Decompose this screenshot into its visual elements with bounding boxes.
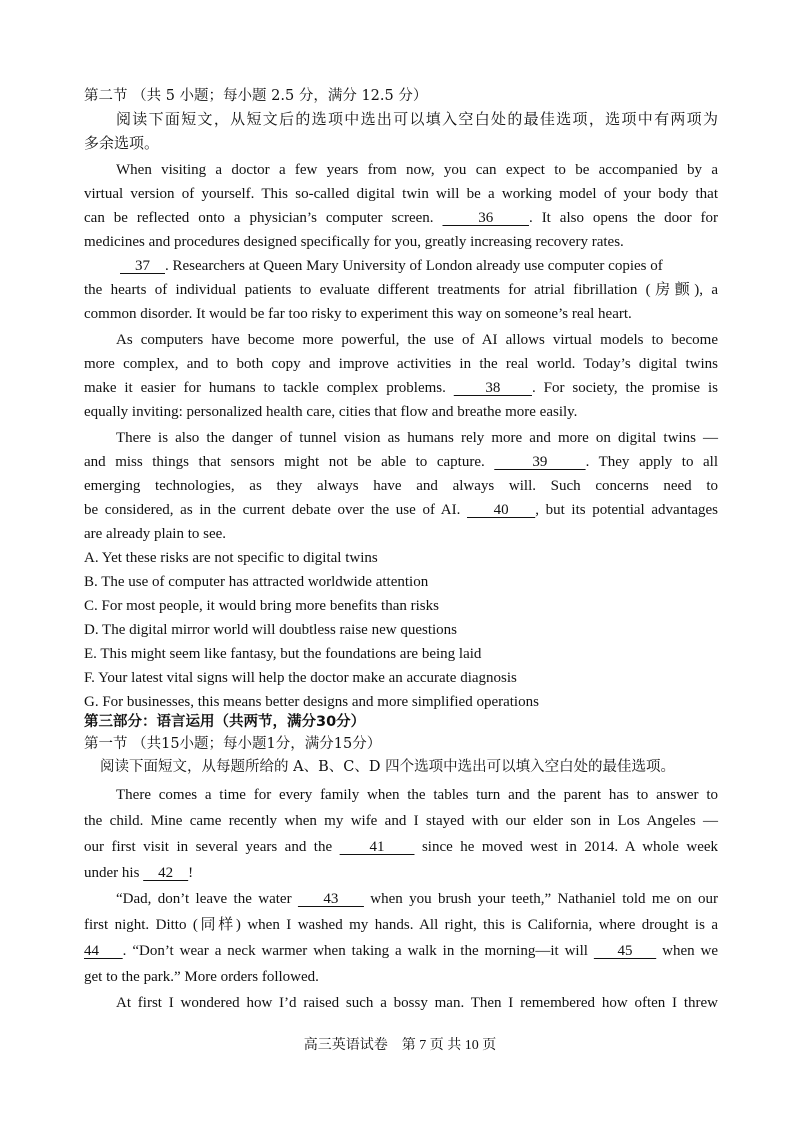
q1-line-2: the child. Mine came recently when my wife and I stayed with our elder son in Los Angeles — bbox=[84, 813, 718, 829]
part3-heading: 第三部分：语言运用（共两节，满分30分） bbox=[84, 714, 366, 730]
p3-line-2: more complex, and to both copy and improve activities in the real world. Today’s digital twins bbox=[84, 356, 718, 372]
q1-line-1: There comes a time for every family when the tables turn and the parent has to answer to bbox=[116, 787, 718, 803]
section2-instruction-line-2: 多余选项。 bbox=[84, 136, 160, 152]
p3-line-3 bbox=[84, 378, 718, 398]
p1-line-3-text-b: . It also opens the door for bbox=[529, 210, 719, 226]
q1-line-3 bbox=[84, 837, 718, 857]
p1-line-1: When visiting a doctor a few years from now, you can expect to be accompanied by a bbox=[116, 162, 718, 178]
q1-line-4 bbox=[84, 863, 718, 883]
p4-line-5: are already plain to see. bbox=[84, 526, 227, 542]
q1-line-3-text-b: since he moved west in 2014. A whole week bbox=[421, 839, 719, 855]
section2-instruction-line-1: 阅读下面短文，从短文后的选项中选出可以填入空白处的最佳选项，选项中有两项为 bbox=[116, 112, 718, 128]
option-g: G. For businesses, this means better designs and more simplified operations bbox=[84, 694, 539, 710]
p1-line-4: medicines and procedures designed specifically for you, greatly increasing recovery rates. bbox=[84, 234, 624, 250]
q1-line-4-text-a: under his bbox=[84, 865, 140, 881]
q1-line-3-text-a: our first visit in several years and the bbox=[84, 839, 333, 855]
p2-line-2: the hearts of individual patients to evaluate different treatments for atrial fibrillation (房颤), a bbox=[84, 282, 718, 298]
q1-line-4-text-b: ! bbox=[188, 865, 194, 881]
p4-line-1: There is also the danger of tunnel vision as humans rely more and more on digital twins — bbox=[116, 430, 718, 446]
blank-36: 36 bbox=[442, 210, 529, 226]
blank-38: 38 bbox=[453, 380, 532, 396]
q2-line-2: first night. Ditto (同样) when I washed my hands. All right, this is California, where drought is a bbox=[84, 917, 718, 933]
option-e: E. This might seem like fantasy, but the foundations are being laid bbox=[84, 646, 482, 662]
p3-line-1: As computers have become more powerful, the use of AI allows virtual models to become bbox=[116, 332, 718, 348]
blank-39: 39 bbox=[494, 454, 586, 470]
p4-line-2-text-b: . They apply to all bbox=[585, 454, 719, 470]
q2-line-1-text-b: when you brush your teeth,” Nathaniel told me on our bbox=[370, 891, 718, 907]
p2-line-1-text: . Researchers at Queen Mary University of London already use computer copies of bbox=[165, 258, 663, 274]
p3-line-3-text-a: make it easier for humans to tackle complex problems. bbox=[84, 380, 446, 396]
part3-section1-heading: 第一节 （共15小题；每小题1分，满分15分） bbox=[84, 736, 382, 752]
p1-line-3 bbox=[84, 208, 718, 228]
p1-line-3-text-a: can be reflected onto a physician’s computer screen. bbox=[84, 210, 434, 226]
p4-line-2-text-a: and miss things that sensors might not be able to capture. bbox=[84, 454, 485, 470]
option-a: A. Yet these risks are not specific to digital twins bbox=[84, 550, 378, 566]
q2-line-4: get to the park.” More orders followed. bbox=[84, 969, 319, 985]
option-c: C. For most people, it would bring more benefits than risks bbox=[84, 598, 439, 614]
p3-line-4: equally inviting: personalized health care, cities that flow and breathe more easily. bbox=[84, 404, 578, 420]
p3-line-3-text-b: . For society, the promise is bbox=[531, 380, 718, 396]
p4-line-4-text-a: be considered, as in the current debate over the use of AI. bbox=[84, 502, 461, 518]
q2-line-3 bbox=[84, 941, 718, 961]
blank-41: 41 bbox=[339, 839, 415, 855]
q3-line-1: At first I wondered how I’d raised such a bossy man. Then I remembered how often I threw bbox=[116, 995, 718, 1011]
p1-line-2: virtual version of yourself. This so-called digital twin will be a working model of your body that bbox=[84, 186, 718, 202]
q2-line-1-text-a: “Dad, don’t leave the water bbox=[116, 891, 292, 907]
blank-42: 42 bbox=[143, 865, 189, 881]
blank-40: 40 bbox=[467, 502, 536, 518]
p2-line-3: common disorder. It would be far too risky to experiment this way on someone’s real heart. bbox=[84, 306, 632, 322]
q2-line-1 bbox=[116, 889, 718, 909]
option-f: F. Your latest vital signs will help the doctor make an accurate diagnosis bbox=[84, 670, 517, 686]
p4-line-3: emerging technologies, as they always have and always will. Such concerns need to bbox=[84, 478, 718, 494]
blank-45: 45 bbox=[593, 943, 657, 959]
p2-line-1 bbox=[120, 256, 722, 276]
blank-37: 37 bbox=[120, 258, 165, 274]
q2-line-3-text-a: . “Don’t wear a neck warmer when taking a walk in the morning—it will bbox=[122, 943, 588, 959]
blank-43: 43 bbox=[297, 891, 364, 907]
q2-line-3-text-b: when we bbox=[662, 943, 719, 959]
p4-line-4-text-b: , but its potential advantages bbox=[535, 502, 719, 518]
option-d: D. The digital mirror world will doubtless raise new questions bbox=[84, 622, 458, 638]
page-footer: 高三英语试卷 第 7 页 共 10 页 bbox=[303, 1038, 497, 1053]
option-b: B. The use of computer has attracted worldwide attention bbox=[84, 574, 429, 590]
part3-instruction: 阅读下面短文，从每题所给的 A、B、C、D 四个选项中选出可以填入空白处的最佳选项。 bbox=[100, 759, 676, 775]
p4-line-2 bbox=[84, 452, 718, 472]
section2-heading: 第二节 （共 5 小题；每小题 2.5 分，满分 12.5 分） bbox=[84, 88, 428, 104]
p4-line-4 bbox=[84, 500, 718, 520]
blank-44: 44 bbox=[84, 943, 123, 959]
